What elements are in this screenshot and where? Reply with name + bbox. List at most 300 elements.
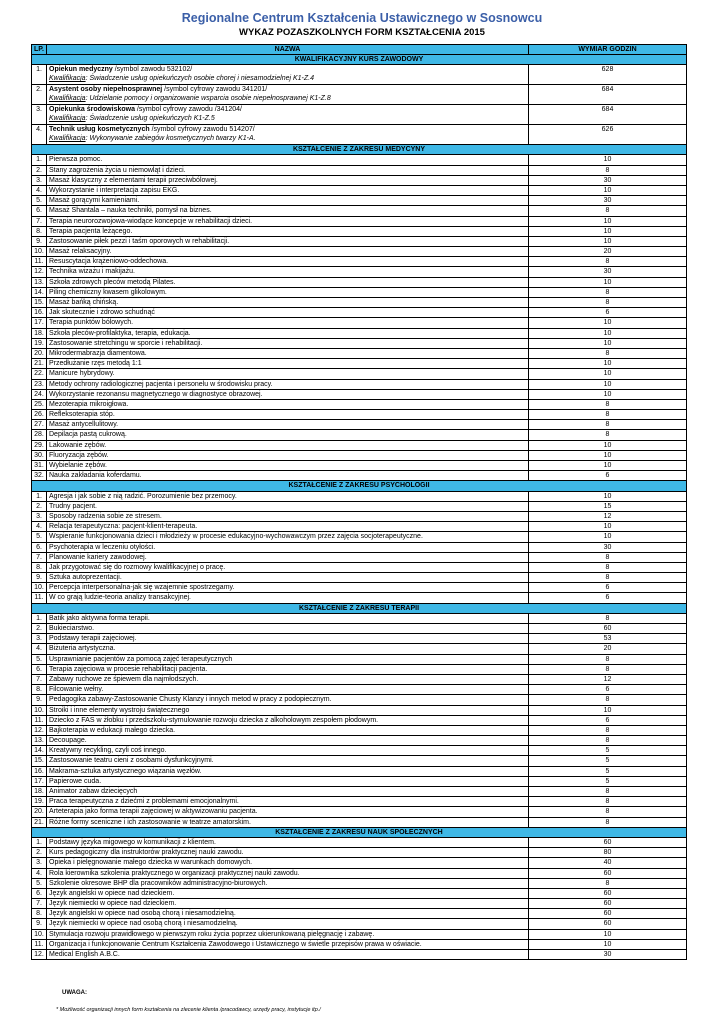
row-name-cell: Język niemiecki w opiece nad osobą chorą i niesamodzielną.: [47, 919, 529, 929]
table-row: [32, 593, 687, 603]
row-name-cell: Pedagogika zabawy-Zastosowanie Chusty Klanzy i innych metod w pracy z podopiecznym.: [47, 695, 529, 705]
row-name-cell: Masaż Shantala – nauka techniki, pomysł na biznes.: [47, 206, 529, 216]
row-number: 1.: [32, 155, 47, 165]
row-hours: 8: [529, 573, 687, 583]
table-row: [32, 950, 687, 960]
table-row: [32, 267, 687, 277]
table-row: [32, 888, 687, 898]
row-hours: 8: [529, 165, 687, 175]
row-number: 3.: [32, 634, 47, 644]
table-row: [32, 756, 687, 766]
table-row: [32, 909, 687, 919]
table-row: [32, 562, 687, 572]
row-number: 10.: [32, 583, 47, 593]
row-number: 2.: [32, 85, 47, 105]
row-name-cell: Terapia punktów bólowych.: [47, 318, 529, 328]
document-title: Regionalne Centrum Kształcenia Ustawicznego w Sosnowcu: [181, 11, 543, 25]
table-row: [32, 369, 687, 379]
row-number: 23.: [32, 379, 47, 389]
row-hours: 6: [529, 715, 687, 725]
row-number: 18.: [32, 328, 47, 338]
row-name-cell: [47, 85, 529, 105]
section-title: KSZTAŁCENIE Z ZAKRESU TERAPII: [32, 603, 687, 613]
note-label: UWAGA:: [62, 990, 87, 996]
row-name-cell: Język niemiecki w opiece nad dzieckiem.: [47, 899, 529, 909]
row-number: 25.: [32, 399, 47, 409]
row-number: 32.: [32, 471, 47, 481]
row-name-cell: Szkoła zdrowych pleców metodą Pilates.: [47, 277, 529, 287]
row-name-cell: Medical English A.B.C.: [47, 950, 529, 960]
row-number: 2.: [32, 624, 47, 634]
table-row: [32, 125, 687, 145]
row-hours: 10: [529, 379, 687, 389]
qualification-text: : Świadczenie usług opiekuńczych osobie chorej i niesamodzielnej K1-Z.4: [85, 75, 314, 83]
row-name-cell: Podstawy terapii zajęciowej.: [47, 634, 529, 644]
row-name-cell: Makrama-sztuka artystycznego wiązania węzłów.: [47, 766, 529, 776]
row-name-cell: Masaż antycellulitowy.: [47, 420, 529, 430]
table-row: [32, 746, 687, 756]
row-hours: 60: [529, 868, 687, 878]
row-number: 3.: [32, 511, 47, 521]
row-hours: 10: [529, 491, 687, 501]
table-row: [32, 461, 687, 471]
row-hours: 626: [529, 125, 687, 145]
row-name-cell: Stroiki i inne elementy wystroju świątecznego: [47, 705, 529, 715]
row-number: 9.: [32, 236, 47, 246]
row-number: 13.: [32, 736, 47, 746]
row-name-cell: Technika wizażu i makijażu.: [47, 267, 529, 277]
row-name-cell: Masaż relaksacyjny.: [47, 247, 529, 257]
table-row: [32, 664, 687, 674]
course-symbol: /symbol cyfrowy zawodu 341201/: [162, 86, 268, 94]
row-hours: 30: [529, 196, 687, 206]
row-number: 19.: [32, 338, 47, 348]
table-row: [32, 105, 687, 125]
row-number: 2.: [32, 501, 47, 511]
row-name-cell: Trudny pacjent.: [47, 501, 529, 511]
row-name-cell: Organizacja i funkcjonowanie Centrum Kształcenia Zawodowego i Ustawicznego w świetle przepisów prawa w oświacie.: [47, 939, 529, 949]
table-row: [32, 298, 687, 308]
table-row: [32, 776, 687, 786]
row-name-cell: Masaż klasyczny z elementami terapii przeciwbólowej.: [47, 175, 529, 185]
table-row: [32, 348, 687, 358]
row-number: 24.: [32, 389, 47, 399]
row-number: 2.: [32, 165, 47, 175]
row-hours: 5: [529, 776, 687, 786]
table-row: [32, 787, 687, 797]
row-name-cell: Wykorzystanie rezonansu magnetycznego w diagnostyce obrazowej.: [47, 389, 529, 399]
table-body: [32, 55, 687, 960]
row-number: 5.: [32, 878, 47, 888]
row-number: 9.: [32, 919, 47, 929]
row-number: 12.: [32, 950, 47, 960]
table-row: [32, 399, 687, 409]
row-number: 4.: [32, 644, 47, 654]
row-hours: 30: [529, 175, 687, 185]
row-hours: 40: [529, 858, 687, 868]
table-row: [32, 257, 687, 267]
row-hours: 8: [529, 654, 687, 664]
row-name-cell: Refleksoterapia stóp.: [47, 410, 529, 420]
qualification-label: Kwalifikacja: [49, 95, 86, 103]
row-name-cell: Agresja i jak sobie z nią radzić. Porozumienie bez przemocy.: [47, 491, 529, 501]
qualification-line: [49, 94, 526, 103]
table-row: [32, 522, 687, 532]
table-row: [32, 206, 687, 216]
row-name-cell: Podstawy języka migowego w komunikacji z klientem.: [47, 837, 529, 847]
table-row: [32, 359, 687, 369]
row-number: 4.: [32, 868, 47, 878]
row-hours: 20: [529, 247, 687, 257]
row-hours: 10: [529, 236, 687, 246]
row-hours: 10: [529, 226, 687, 236]
table-row: [32, 725, 687, 735]
row-name-cell: Wykorzystanie i interpretacja zapisu EKG.: [47, 185, 529, 195]
row-hours: 60: [529, 919, 687, 929]
row-name-cell: Papierowe cuda.: [47, 776, 529, 786]
row-hours: 10: [529, 929, 687, 939]
row-number: 14.: [32, 746, 47, 756]
row-name-cell: Wybielanie zębów.: [47, 461, 529, 471]
row-hours: 684: [529, 85, 687, 105]
row-number: 20.: [32, 348, 47, 358]
row-name-cell: Biżuteria artystyczna.: [47, 644, 529, 654]
course-symbol: /symbol cyfrowy zawodu 514207/: [149, 126, 255, 134]
row-hours: 8: [529, 797, 687, 807]
row-number: 11.: [32, 257, 47, 267]
row-hours: 5: [529, 766, 687, 776]
row-name-cell: Praca terapeutyczna z dziećmi z problemami emocjonalnymi.: [47, 797, 529, 807]
table-row: [32, 929, 687, 939]
row-name-cell: Różne formy sceniczne i ich zastosowanie w teatrze amatorskim.: [47, 817, 529, 827]
section-header-row: [32, 603, 687, 613]
column-header-hours: WYMIAR GODZIN: [529, 45, 687, 55]
section-title: KSZTAŁCENIE Z ZAKRESU PSYCHOLOGII: [32, 481, 687, 491]
document-subtitle: WYKAZ POZASZKOLNYCH FORM KSZTAŁCENIA 2015: [239, 27, 485, 38]
row-number: 4.: [32, 125, 47, 145]
table-row: [32, 338, 687, 348]
row-number: 17.: [32, 776, 47, 786]
table-row: [32, 328, 687, 338]
table-row: [32, 155, 687, 165]
row-number: 7.: [32, 552, 47, 562]
row-name-cell: Zastosowanie piłek pezzi i taśm oporowych w rehabilitacji.: [47, 236, 529, 246]
table-row: [32, 939, 687, 949]
row-hours: 8: [529, 410, 687, 420]
row-number: 12.: [32, 267, 47, 277]
row-number: 12.: [32, 725, 47, 735]
row-number: 28.: [32, 430, 47, 440]
row-number: 10.: [32, 247, 47, 257]
course-name: Opiekun medyczny: [49, 66, 113, 74]
row-name-cell: Bajkoterapia w edukacji małego dziecka.: [47, 725, 529, 735]
row-hours: 8: [529, 736, 687, 746]
row-number: 20.: [32, 807, 47, 817]
course-name: Technik usług kosmetycznych: [49, 126, 150, 134]
row-number: 5.: [32, 196, 47, 206]
row-hours: 10: [529, 338, 687, 348]
row-hours: 60: [529, 909, 687, 919]
row-name-cell: Sztuka autoprezentacji.: [47, 573, 529, 583]
row-name-cell: Zastosowanie teatru cieni z osobami dysfunkcyjnymi.: [47, 756, 529, 766]
row-name-cell: Masaż gorącymi kamieniami.: [47, 196, 529, 206]
row-name-cell: Mikrodermabrazja diamentowa.: [47, 348, 529, 358]
table-row: [32, 858, 687, 868]
table-row: [32, 848, 687, 858]
row-name-cell: Arteterapia jako forma terapii zajęciowej w aktywizowaniu pacjenta.: [47, 807, 529, 817]
row-hours: 12: [529, 674, 687, 684]
table-row: [32, 542, 687, 552]
table-row: [32, 379, 687, 389]
row-hours: 8: [529, 664, 687, 674]
footnote: * Możliwość organizacji innych form kształcenia na zlecenie klienta /pracodawcy, urzędy pracy, instytucje itp./: [56, 1007, 321, 1013]
row-name-cell: Usprawnianie pacjentów za pomocą zajęć terapeutycznych: [47, 654, 529, 664]
row-hours: 15: [529, 501, 687, 511]
row-number: 21.: [32, 359, 47, 369]
row-hours: 8: [529, 430, 687, 440]
row-name-cell: Szkolenie okresowe BHP dla pracowników administracyjno-biurowych.: [47, 878, 529, 888]
row-hours: 10: [529, 328, 687, 338]
row-number: 7.: [32, 674, 47, 684]
row-number: 3.: [32, 175, 47, 185]
row-name-cell: Wspieranie funkcjonowania dzieci i młodzieży w procesie edukacyjno-wychowawczym przez zajęcia socjoterapeutyczne.: [47, 532, 529, 542]
table-row: [32, 287, 687, 297]
row-name-cell: [47, 65, 529, 85]
row-number: 11.: [32, 715, 47, 725]
table-row: [32, 705, 687, 715]
row-number: 6.: [32, 206, 47, 216]
table-row: [32, 450, 687, 460]
row-hours: 6: [529, 583, 687, 593]
row-name-cell: Bukieciarstwo.: [47, 624, 529, 634]
row-name-cell: Planowanie kariery zawodowej.: [47, 552, 529, 562]
table-row: [32, 685, 687, 695]
courses-table: [31, 44, 687, 960]
section-header-row: [32, 827, 687, 837]
row-hours: 10: [529, 705, 687, 715]
row-hours: 30: [529, 542, 687, 552]
row-name-cell: Resuscytacja krążeniowo-oddechowa.: [47, 257, 529, 267]
course-name: Opiekunka środowiskowa: [49, 106, 135, 114]
table-row: [32, 613, 687, 623]
row-number: 6.: [32, 542, 47, 552]
table-row: [32, 277, 687, 287]
row-hours: 5: [529, 756, 687, 766]
table-row: [32, 919, 687, 929]
row-number: 1.: [32, 837, 47, 847]
table-row: [32, 899, 687, 909]
course-title-line: [49, 105, 526, 114]
row-name-cell: Filcowanie wełny.: [47, 685, 529, 695]
row-number: 1.: [32, 491, 47, 501]
section-title: KSZTAŁCENIE Z ZAKRESU MEDYCYNY: [32, 145, 687, 155]
table-row: [32, 226, 687, 236]
row-hours: 10: [529, 440, 687, 450]
row-hours: 628: [529, 65, 687, 85]
row-name-cell: Język angielski w opiece nad osobą chorą i niesamodzielną.: [47, 909, 529, 919]
row-hours: 60: [529, 624, 687, 634]
row-hours: 8: [529, 787, 687, 797]
row-name-cell: Batik jako aktywna forma terapii.: [47, 613, 529, 623]
row-name-cell: [47, 125, 529, 145]
column-header-lp: LP.: [32, 45, 47, 55]
row-number: 29.: [32, 440, 47, 450]
row-name-cell: W co grają ludzie-teoria analizy transakcyjnej.: [47, 593, 529, 603]
row-name-cell: Percepcja interpersonalna-jak się wzajemnie spostrzegamy.: [47, 583, 529, 593]
row-hours: 6: [529, 308, 687, 318]
row-name-cell: Kurs pedagogiczny dla instruktorów praktycznej nauki zawodu.: [47, 848, 529, 858]
row-hours: 30: [529, 267, 687, 277]
qualification-label: Kwalifikacja: [49, 75, 86, 83]
table-row: [32, 634, 687, 644]
row-hours: 8: [529, 420, 687, 430]
row-number: 26.: [32, 410, 47, 420]
row-name-cell: Nauka zakładania koferdamu.: [47, 471, 529, 481]
row-hours: 12: [529, 511, 687, 521]
table-row: [32, 185, 687, 195]
table-row: [32, 532, 687, 542]
row-hours: 8: [529, 613, 687, 623]
table-row: [32, 389, 687, 399]
table-row: [32, 644, 687, 654]
row-name-cell: Terapia zajęciowa w procesie rehabilitacji pacjenta.: [47, 664, 529, 674]
row-number: 8.: [32, 562, 47, 572]
qualification-line: [49, 114, 526, 123]
course-title-line: [49, 65, 526, 74]
row-name-cell: Terapia pacjenta leżącego.: [47, 226, 529, 236]
row-hours: 10: [529, 277, 687, 287]
course-symbol: /symbol cyfrowy zawodu /341204/: [134, 106, 242, 114]
table-row: [32, 837, 687, 847]
row-number: 18.: [32, 787, 47, 797]
row-hours: 80: [529, 848, 687, 858]
row-hours: 10: [529, 939, 687, 949]
row-number: 11.: [32, 593, 47, 603]
row-name-cell: Jak przygotować się do rozmowy kwalifikacyjnej o pracę.: [47, 562, 529, 572]
table-row: [32, 583, 687, 593]
row-hours: 60: [529, 888, 687, 898]
row-number: 6.: [32, 664, 47, 674]
table-row: [32, 165, 687, 175]
table-row: [32, 247, 687, 257]
table-row: [32, 552, 687, 562]
row-name-cell: Język angielski w opiece nad dzieckiem.: [47, 888, 529, 898]
qualification-text: : Wykonywanie zabiegów kosmetycznych twarzy K1-A.: [85, 135, 256, 143]
section-header-row: [32, 55, 687, 65]
course-title-line: [49, 125, 526, 134]
row-name-cell: Metody ochrony radiologicznej pacjenta i personelu w środowisku pracy.: [47, 379, 529, 389]
row-hours: 10: [529, 155, 687, 165]
table-row: [32, 715, 687, 725]
row-hours: 10: [529, 532, 687, 542]
row-hours: 60: [529, 837, 687, 847]
row-number: 16.: [32, 308, 47, 318]
row-name-cell: Decoupage.: [47, 736, 529, 746]
row-name-cell: Fluoryzacja zębów.: [47, 450, 529, 460]
row-number: 17.: [32, 318, 47, 328]
row-name-cell: Relacja terapeutyczna: pacjent-klient-terapeuta.: [47, 522, 529, 532]
row-number: 14.: [32, 287, 47, 297]
row-hours: 684: [529, 105, 687, 125]
table-row: [32, 175, 687, 185]
row-name-cell: Kreatywny recykling, czyli coś innego.: [47, 746, 529, 756]
row-name-cell: [47, 105, 529, 125]
row-hours: 20: [529, 644, 687, 654]
row-hours: 8: [529, 298, 687, 308]
table-row: [32, 65, 687, 85]
row-name-cell: Opieka i pielęgnowanie małego dziecka w warunkach domowych.: [47, 858, 529, 868]
table-row: [32, 573, 687, 583]
row-number: 11.: [32, 939, 47, 949]
row-hours: 5: [529, 746, 687, 756]
table-row: [32, 236, 687, 246]
row-name-cell: Rola kierownika szkolenia praktycznego w organizacji praktycznej nauki zawodu.: [47, 868, 529, 878]
table-row: [32, 216, 687, 226]
table-row: [32, 736, 687, 746]
row-hours: 8: [529, 287, 687, 297]
row-number: 13.: [32, 277, 47, 287]
row-hours: 10: [529, 369, 687, 379]
row-name-cell: Terapia neurorozwojowa-wiodące koncepcje w rehabilitacji dzieci.: [47, 216, 529, 226]
row-number: 1.: [32, 613, 47, 623]
row-number: 8.: [32, 909, 47, 919]
table-row: [32, 420, 687, 430]
table-row: [32, 491, 687, 501]
row-number: 16.: [32, 766, 47, 776]
row-name-cell: Piling chemiczny kwasem glikolowym.: [47, 287, 529, 297]
row-number: 21.: [32, 817, 47, 827]
row-hours: 10: [529, 185, 687, 195]
table-row: [32, 318, 687, 328]
row-number: 5.: [32, 532, 47, 542]
course-symbol: /symbol zawodu 532102/: [112, 66, 193, 74]
row-name-cell: Szkoła pleców-profilaktyka, terapia, edukacja.: [47, 328, 529, 338]
row-number: 10.: [32, 705, 47, 715]
row-hours: 8: [529, 257, 687, 267]
row-hours: 8: [529, 562, 687, 572]
table-row: [32, 817, 687, 827]
row-name-cell: Stany zagrożenia życia u niemowląt i dzieci.: [47, 165, 529, 175]
table-row: [32, 85, 687, 105]
row-name-cell: Animator zabaw dziecięcych: [47, 787, 529, 797]
row-name-cell: Jak skutecznie i zdrowo schudnąć: [47, 308, 529, 318]
row-number: 9.: [32, 695, 47, 705]
row-hours: 6: [529, 685, 687, 695]
row-name-cell: Zabawy ruchowe ze śpiewem dla najmłodszych.: [47, 674, 529, 684]
row-number: 3.: [32, 105, 47, 125]
table-row: [32, 695, 687, 705]
table-row: [32, 196, 687, 206]
qualification-line: [49, 74, 526, 83]
row-name-cell: Pierwsza pomoc.: [47, 155, 529, 165]
table-row: [32, 797, 687, 807]
row-number: 1.: [32, 65, 47, 85]
row-number: 4.: [32, 522, 47, 532]
row-name-cell: Dziecko z FAS w żłobku i przedszkolu-stymulowanie rozwoju dziecka z alkoholowym zespołem płodowym.: [47, 715, 529, 725]
section-title: KWALIFIKACYJNY KURS ZAWODOWY: [32, 55, 687, 65]
row-name-cell: Psychoterapia w leczeniu otyłości.: [47, 542, 529, 552]
row-number: 10.: [32, 929, 47, 939]
row-number: 7.: [32, 899, 47, 909]
row-hours: 8: [529, 817, 687, 827]
row-number: 4.: [32, 185, 47, 195]
row-hours: 8: [529, 878, 687, 888]
table-row: [32, 654, 687, 664]
row-number: 8.: [32, 226, 47, 236]
row-number: 27.: [32, 420, 47, 430]
table-row: [32, 511, 687, 521]
row-hours: 8: [529, 399, 687, 409]
